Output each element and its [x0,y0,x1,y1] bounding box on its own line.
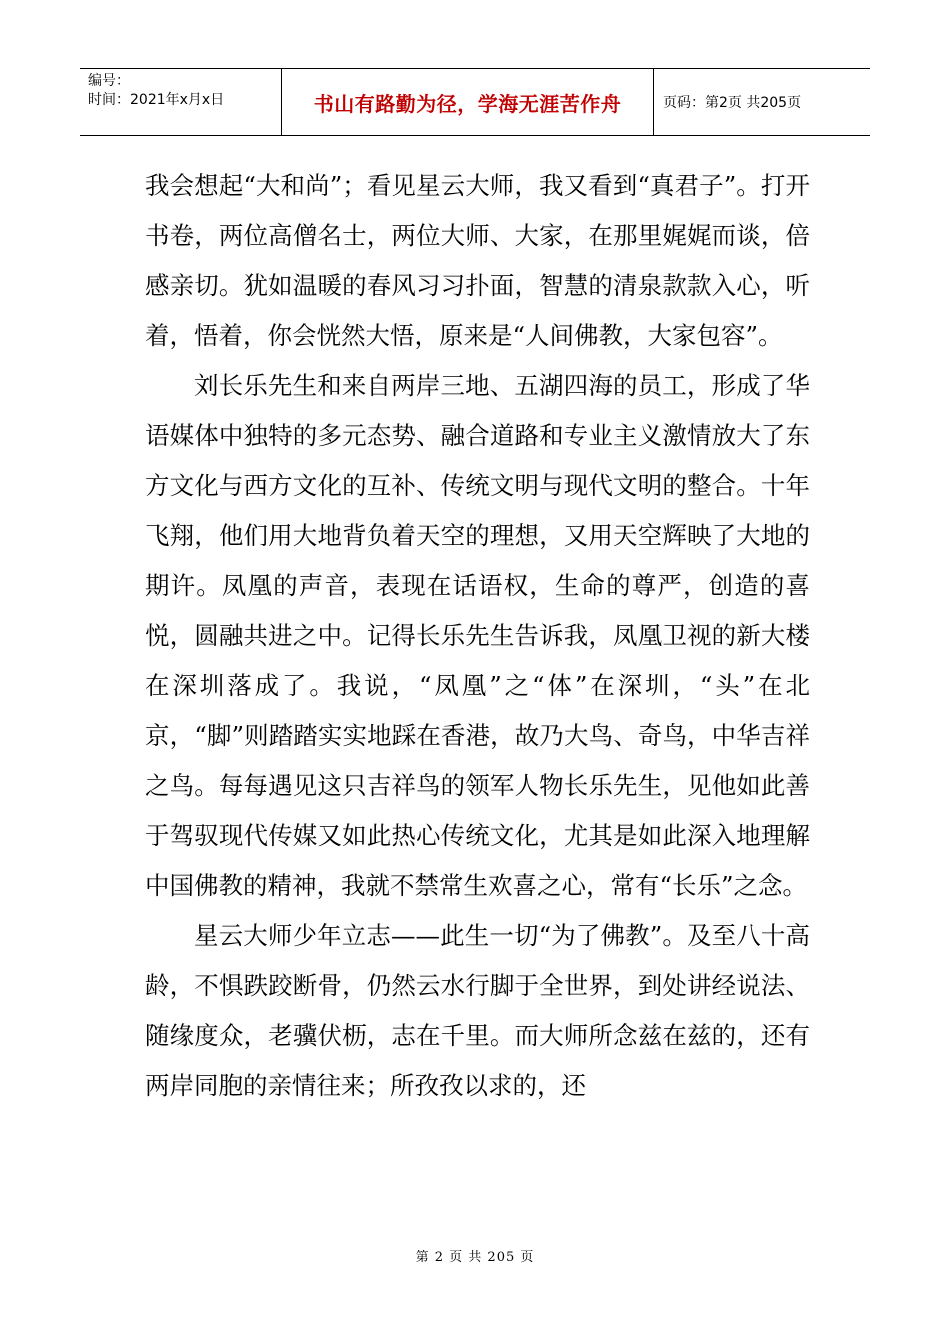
header-page-info: 页码：第2页 共205页 [663,95,802,111]
page-footer: 第 2 页 共 205 页 [415,1250,535,1265]
body-paragraph: 我会想起“大和尚”；看见星云大师，我又看到“真君子”。打开书卷，两位高僧名士，两位大师、大家，在那里娓娓而谈，倍感亲切。犹如温暖的春风习习扑面，智慧的清泉款款入心，听着，悟着，你会恍然大悟，原来是“人间佛教，大家包容”。 [145,171,810,350]
document-number-label: 编号： [88,73,130,89]
header-meta-cell [80,69,282,135]
body-paragraph: 星云大师少年立志——此生一切“为了佛教”。及至八十高龄，不惧跌跤断骨，仍然云水行脚于全世界，到处讲经说法、随缘度众，老骥伏枥，志在千里。而大师所念兹在兹的，还有两岸同胞的亲情往来；所孜孜以求的，还 [145,921,810,1100]
body-paragraph: 刘长乐先生和来自两岸三地、五湖四海的员工，形成了华语媒体中独特的多元态势、融合道路和专业主义激情放大了东方文化与西方文化的互补、传统文明与现代文明的整合。十年飞翔，他们用大地背负着天空的理想，又用天空辉映了大地的期许。凤凰的声音，表现在话语权，生命的尊严，创造的喜悦，圆融共进之中。记得长乐先生告诉我，凤凰卫视的新大楼在深圳落成了。我说，“凤凰”之“体”在深圳，“头”在北京，“脚”则踏踏实实地踩在香港，故乃大鸟、奇鸟，中华吉祥之鸟。每每遇见这只吉祥鸟的领军人物长乐先生，见他如此善于驾驭现代传媒又如此热心传统文化，尤其是如此深入地理解中国佛教的精神，我就不禁常生欢喜之心，常有“长乐”之念。 [145,371,810,900]
document-time-label: 时间：2021年x月x日 [88,92,225,108]
document-body [145,161,810,1111]
header-motto: 书山有路勤为径，学海无涯苦作舟 [282,69,654,135]
page-header [80,68,870,136]
